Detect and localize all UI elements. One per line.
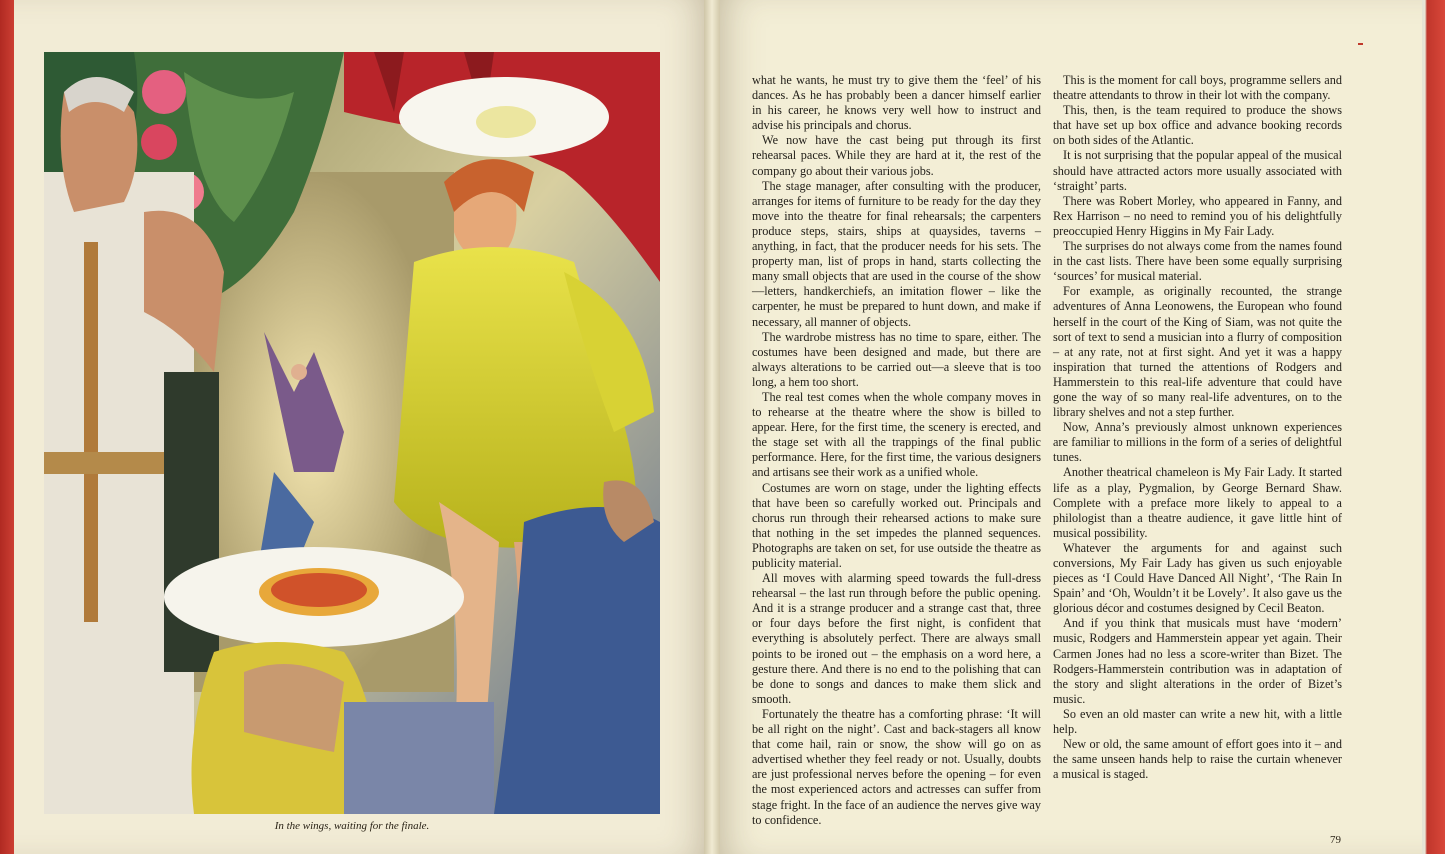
paragraph: We now have the cast being put through its first rehearsal paces. While they are hard at it, the rest of the company go about their various jobs. <box>752 133 1041 178</box>
paragraph: New or old, the same amount of effort goes into it – and the same unseen hands help to raise the curtain whenever a musical is staged. <box>1053 737 1342 782</box>
text-column-2 <box>1053 73 1342 782</box>
paragraph: Another theatrical chameleon is My Fair Lady. It started life as a play, Pygmalion, by George Bernard Shaw. Complete with a preface more likely to appeal to a philologist than a theatre audience, it gave little hint of musical possibility. <box>1053 465 1342 540</box>
text-column-1 <box>752 73 1041 828</box>
book-gutter <box>704 0 720 854</box>
figure-caption: In the wings, waiting for the finale. <box>274 820 430 832</box>
paragraph: This is the moment for call boys, programme sellers and theatre attendants to throw in their lot with the company. <box>1053 73 1342 103</box>
paragraph: There was Robert Morley, who appeared in Fanny, and Rex Harrison – no need to remind you of his delightfully preoccupied Henry Higgins in My Fair Lady. <box>1053 193 1342 238</box>
paragraph: Now, Anna’s previously almost unknown experiences are familiar to millions in the form of a series of delightful tunes. <box>1053 420 1342 465</box>
paragraph: It is not surprising that the popular appeal of the musical should have attracted actors more usually associated with ‘straight’ parts. <box>1053 148 1342 193</box>
red-mark <box>1358 43 1363 45</box>
paragraph: For example, as originally recounted, the strange adventures of Anna Leonowens, the European who found herself in the court of the King of Siam, was not quite the sort of text to send a musician into a flurry of composition – at any rate, not at first sight. And yet it was a happy inspiration that turned the attentions of Rodgers and Hammerstein to this real-life adventure that could have gone the way of so many real-life adventures, on to the library shelves and not a step further. <box>1053 284 1342 420</box>
illustration-in-the-wings <box>44 52 660 814</box>
book-cover-right-edge <box>1419 0 1445 854</box>
paragraph: All moves with alarming speed towards the full-dress rehearsal – the last run through before the public opening. And it is a strange producer and a strange cast that, three or four days before the first night, is confident that everything is absolutely perfect. There are always small points to be ironed out – the emphasis on a word here, a gesture there. And there is no end to the polishing that can be done to songs and dances to make them slick and smooth. <box>752 571 1041 706</box>
paragraph: Fortunately the theatre has a comforting phrase: ‘It will be all right on the night’. Cast and back-stagers all know that come hail, rain or snow, the show will go on as advertised whether they feel ready or not. Usually, doubts are just professional nerves before the opening – for even the most experienced actors and actresses can suffer from stage fright. In the face of an audience the nerves give way to confidence. <box>752 706 1041 827</box>
paragraph: Whatever the arguments for and against such conversions, My Fair Lady has given us such enjoyable pieces as ‘I Could Have Danced All Night’, ‘The Rain In Spain’ and ‘Oh, Wouldn’t it be Lovely’. It also gave us the glorious décor and costumes designed by Cecil Beaton. <box>1053 540 1342 616</box>
paragraph: The surprises do not always come from the names found in the cast lists. There have been some equally surprising ‘sources’ for musical material. <box>1053 239 1342 284</box>
paragraph: The wardrobe mistress has no time to spare, either. The costumes have been designed and made, but there are always alterations to be carried out—a sleeve that is too long, a hem too short. <box>752 329 1041 389</box>
paragraph: This, then, is the team required to produce the shows that have set up box office and advance booking records on both sides of the Atlantic. <box>1053 103 1342 148</box>
paragraph: And if you think that musicals must have ‘modern’ music, Rodgers and Hammerstein appear yet again. Their Carmen Jones had no less a score-writer than Bizet. The Rodgers-Hammerstein contribution was in adaptation of the story and slight alterations in the order of Bizet’s music. <box>1053 616 1342 706</box>
paragraph: The stage manager, after consulting with the producer, arranges for items of furniture to be ready for the day they move into the theatre for final rehearsals; the carpenters produce steps, stairs, ships at quaysides, taverns – anything, in fact, that the producer needs for his sets. The property man, list of props in hand, starts collecting the many small objects that are used in the course of the show—letters, handkerchiefs, an imitation flower – like the carpenter, he must be prepared to hunt down, and make if necessary, all manner of objects. <box>752 178 1041 329</box>
page-number: 79 <box>1330 834 1341 846</box>
paragraph: Costumes are worn on stage, under the lighting effects that have been so carefully worked out. Principals and chorus run through their rehearsed actions to make sure that nothing in the set impedes the planned sequences. Photographs are taken on set, for use outside the theatre as publicity material. <box>752 480 1041 570</box>
painting <box>44 52 660 814</box>
paragraph: So even an old master can write a new hit, with a little help. <box>1053 706 1342 737</box>
paragraph: what he wants, he must try to give them the ‘feel’ of his dances. As he has probably been a dancer himself earlier in his career, he knows very well how to instruct and advise his principals and chorus. <box>752 73 1041 133</box>
paragraph: The real test comes when the whole company moves in to rehearse at the theatre where the show is billed to appear. Here, for the first time, the scenery is erected, and the stage set with all the trappings of the final public performance. Here, for the first time, the various designers and artisans see their work as a unified whole. <box>752 389 1041 480</box>
